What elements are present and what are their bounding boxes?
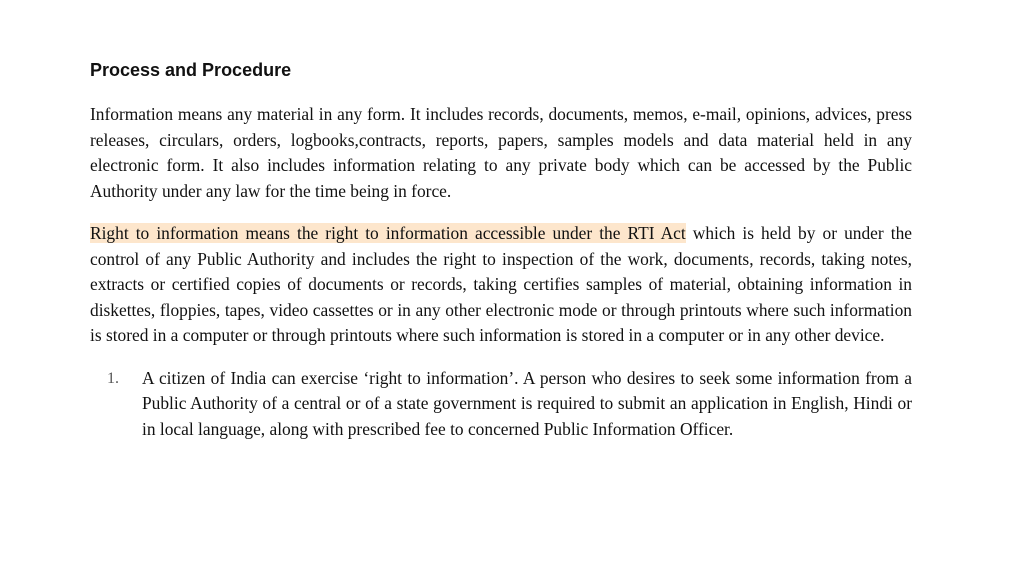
highlighted-text: Right to information means the right to information accessible under the RTI Act [90, 223, 686, 243]
document-page [90, 58, 912, 442]
list-item-text: A citizen of India can exercise ‘right to information’. A person who desires to seek some information from a Public Authority of a central or of a state government is required to submit an application in English, Hindi or in local language, along with prescribed fee to concerned Public Information Officer. [142, 367, 912, 439]
information-definition-paragraph: Information means any material in any form. It includes records, documents, memos, e-mail, opinions, advices, press releases, circulars, orders, logbooks,contracts, reports, papers, samples models and data material held in any electronic form. It also includes information relating to any private body which can be accessed by the Public Authority under any law for the time being in force. [90, 104, 912, 201]
list-item [90, 366, 912, 443]
right-to-information-paragraph [90, 221, 912, 349]
section-heading: Process and Procedure [90, 60, 292, 80]
list-number: 1. [107, 369, 119, 387]
numbered-list [90, 366, 912, 443]
paragraph-text: which is held by or under the control of any Public Authority and includes the right to inspection of the work, documents, records, taking notes, extracts or certified copies of documents or records, taking certifies samples of material, obtaining information in diskettes, floppies, tapes, video cassettes or in any other electronic mode or through printouts where such information is stored in a computer or through printouts where such information is stored in a computer or in any other device. [90, 223, 912, 345]
